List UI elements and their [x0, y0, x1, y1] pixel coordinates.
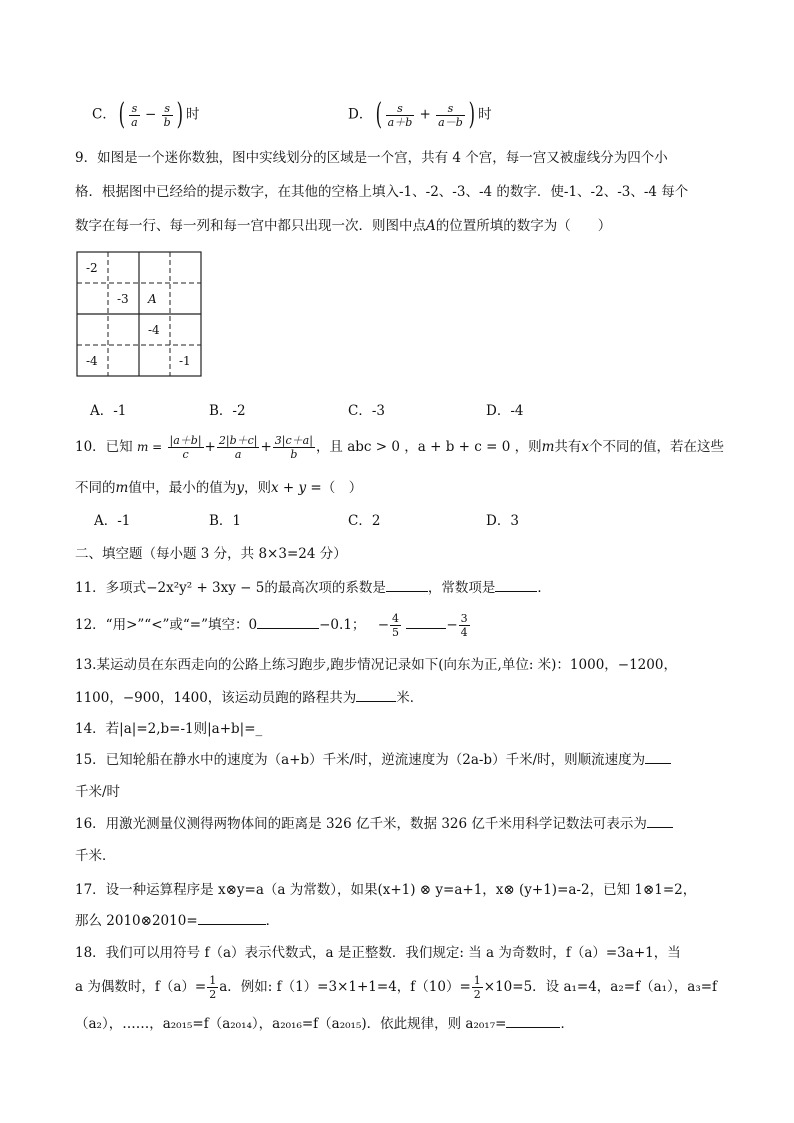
sudoku-cell-value: -2	[86, 261, 98, 275]
q10-condition: ，且 abc > 0 ，a + b + c = 0 ，则	[315, 439, 542, 455]
q9-line3-text: 数字在每一行、每一列和每一宫中都只出现一次．则图中点	[75, 218, 426, 234]
numerator: |a＋b|	[169, 434, 202, 447]
q10-option-a: A．-1	[94, 513, 131, 529]
q11-d: ．	[537, 580, 551, 596]
plus-sign: +	[204, 439, 216, 455]
paren-right: )	[468, 97, 476, 132]
numerator: s	[386, 102, 415, 116]
q18-line3-b: ．	[560, 1016, 574, 1032]
sudoku-cell-value: -3	[117, 292, 129, 306]
numerator: s	[162, 102, 173, 116]
q10-prefix: 10．已知	[75, 439, 133, 455]
q10-option-b: B．1	[209, 513, 242, 529]
q18-line1: 18．我们可以用符号 f（a）表示代数式，a 是正整数．我们规定: 当 a 为奇数时，f（a）=3a+1，当	[75, 945, 681, 961]
numerator: 1	[209, 974, 217, 987]
q9-option-b: B．-2	[209, 403, 246, 419]
option-c-label: C．	[92, 106, 116, 123]
fraction	[162, 102, 173, 129]
q18-line2	[75, 974, 717, 1001]
q17-line2-a: 那么 2010⊗2010=	[75, 913, 198, 929]
numerator: 2|b＋c|	[218, 434, 258, 447]
denominator: 2	[473, 988, 481, 1001]
fraction-4-5	[390, 612, 401, 639]
numerator: 3|c＋a|	[274, 434, 313, 447]
q9-line1: 9．如图是一个迷你数独，图中实线划分的区域是一个宫，共有 4 个宫，每一宫又被虚线分为四个小	[75, 150, 668, 166]
section-title: 二、填空题（每小题 3 分，共 8×3=24 分）	[75, 546, 347, 562]
answer-blank	[406, 616, 446, 629]
option-d-suffix: 时	[478, 106, 492, 123]
q10-line2-xy: x + y =	[270, 480, 322, 496]
numerator: 3	[460, 612, 468, 625]
q13-line2-b: 米．	[396, 690, 424, 706]
denominator: a＋b	[387, 115, 413, 129]
q16-line2: 千米．	[75, 848, 116, 864]
denominator: b	[290, 448, 298, 461]
paren-right: )	[176, 97, 184, 132]
q12-a: 12．“用>”“<”或“=”填空：0	[75, 617, 258, 633]
denominator: 4	[460, 626, 468, 639]
q15-line1-a: 15．已知轮船在静水中的速度为（a+b）千米/时，逆流速度为（2a-b）千米/时，则顺流速度为	[75, 752, 646, 768]
q12	[75, 612, 471, 639]
q10-var-m: m	[541, 439, 555, 455]
q10-term1	[168, 434, 204, 461]
q11-c: ，常数项是	[427, 580, 496, 596]
answer-blank	[198, 912, 266, 925]
q13-line2-a: 1100，−900，1400，该运动员跑的路程共为	[75, 690, 357, 706]
q15-line1	[75, 748, 671, 768]
q18-line3-a: （a₂），……，a₂₀₁₅=f（a₂₀₁₄），a₂₀₁₆=f（a₂₀₁₅)．依此规律，则 a₂₀₁₇=	[75, 1016, 507, 1032]
q11	[75, 576, 551, 596]
q18-line3	[75, 1012, 574, 1032]
numerator: 1	[473, 974, 481, 987]
q17-line2-b: ．	[265, 913, 280, 929]
q9-line2: 格．根据图中已经给的提示数字，在其他的空格上填入-1、-2、-3、-4 的数字．使-1、-2、-3、-4 每个	[75, 184, 689, 200]
q18-line2-a: a 为偶数时，f（a）=	[75, 979, 207, 995]
q10-term2	[217, 434, 260, 461]
q13-line1: 13.某运动员在东西走向的公路上练习跑步,跑步情况记录如下(向东为正,单位: 米)：1000，−1200，	[75, 657, 677, 673]
q10-term3	[273, 434, 315, 461]
answer-blank	[645, 751, 671, 764]
denominator: 2	[209, 988, 217, 1001]
q17-line2	[75, 909, 279, 929]
q13-line2	[75, 686, 423, 706]
q10-option-c: C．2	[348, 513, 381, 529]
q10-end: 个不同的值，若在这些	[589, 439, 725, 455]
numerator: 4	[392, 612, 400, 625]
minus-sign: −	[145, 106, 157, 123]
sudoku-cell-value: -4	[86, 354, 98, 368]
q10-line2-a: 不同的	[75, 480, 116, 496]
sudoku-cell-value: -1	[179, 354, 191, 368]
q10-line2-y: y	[236, 480, 244, 496]
q10-option-d: D．3	[486, 513, 519, 529]
numerator: s	[436, 102, 465, 116]
plus-sign: +	[419, 106, 431, 123]
q10-mid: 共有	[554, 439, 582, 455]
q10-line2-m: m	[115, 480, 129, 496]
q10-m-eq: m =	[136, 440, 163, 454]
option-d-label: D．	[348, 106, 373, 123]
denominator: a	[131, 115, 138, 129]
denominator: b	[163, 115, 171, 129]
q11-a: 11．多项式	[75, 580, 147, 596]
q10-line1	[75, 434, 724, 461]
q10-line2-c: ，则	[243, 480, 271, 496]
q15-line2: 千米/时	[75, 784, 121, 800]
denominator: a	[234, 448, 242, 461]
minus-sign: −	[446, 617, 458, 633]
fraction-3-4	[459, 612, 470, 639]
q16-line1-text: 16．用激光测量仪测得两物体间的距离是 326 亿千米，数据 326 亿千米用科学记数法可表示为	[75, 816, 647, 832]
paren-left: (	[375, 97, 382, 132]
fraction	[386, 102, 415, 129]
denominator: a－b	[438, 115, 463, 129]
answer-blank	[647, 815, 673, 828]
q9-line3-end: 的位置所填的数字为（ ）	[435, 218, 612, 234]
minus-sign: −	[377, 617, 390, 633]
answer-blank	[386, 579, 428, 592]
fraction-one-half	[207, 974, 218, 1001]
q18-line2-c: ×10=5．设 a₁=4，a₂=f（a₁），a₃=f	[483, 979, 718, 995]
q10-line2-d: （ ）	[321, 480, 363, 496]
answer-blank	[506, 1015, 560, 1028]
sudoku-cell-value: A	[148, 292, 157, 306]
option-c	[92, 97, 200, 132]
fraction	[129, 102, 140, 129]
q10-var-x: x	[581, 439, 590, 455]
numerator: s	[129, 102, 140, 116]
plus-sign: +	[260, 439, 272, 455]
sudoku-cell-value: -4	[148, 323, 160, 337]
q9-option-c: C．-3	[348, 403, 385, 419]
denominator: c	[182, 448, 189, 461]
answer-blank	[257, 616, 319, 629]
q17-line1: 17．设一种运算程序是 x⊗y=a（a 为常数），如果(x+1) ⊗ y=a+1，x⊗ (y+1)=a-2，已知 1⊗1=2，	[75, 882, 697, 898]
answer-blank	[356, 689, 396, 702]
answer-blank	[495, 579, 537, 592]
q11-b: 的最高次项的系数是	[264, 580, 386, 596]
q9-point-a: A	[426, 218, 436, 234]
q9-option-d: D．-4	[486, 403, 524, 419]
q14: 14．若|a|=2,b=-1则|a+b|=_	[75, 721, 263, 737]
q11-poly: −2x²y² + 3xy − 5	[146, 580, 265, 596]
q16-line1	[75, 812, 673, 832]
q9-option-a: A．-1	[90, 403, 127, 419]
q10-line2	[75, 476, 362, 496]
sudoku-grid	[77, 252, 201, 376]
fraction-one-half	[472, 974, 483, 1001]
q9-line3	[75, 214, 611, 234]
denominator: 5	[392, 626, 400, 639]
fraction	[436, 102, 465, 129]
q10-line2-b: 值中，最小的值为	[128, 480, 237, 496]
option-c-suffix: 时	[185, 106, 200, 123]
q18-line2-b: a．例如: f（1）=3×1+1=4，f（10）=	[219, 979, 471, 995]
option-d	[348, 97, 492, 132]
paren-left: (	[118, 97, 126, 132]
q12-b: −0.1；	[319, 617, 366, 633]
